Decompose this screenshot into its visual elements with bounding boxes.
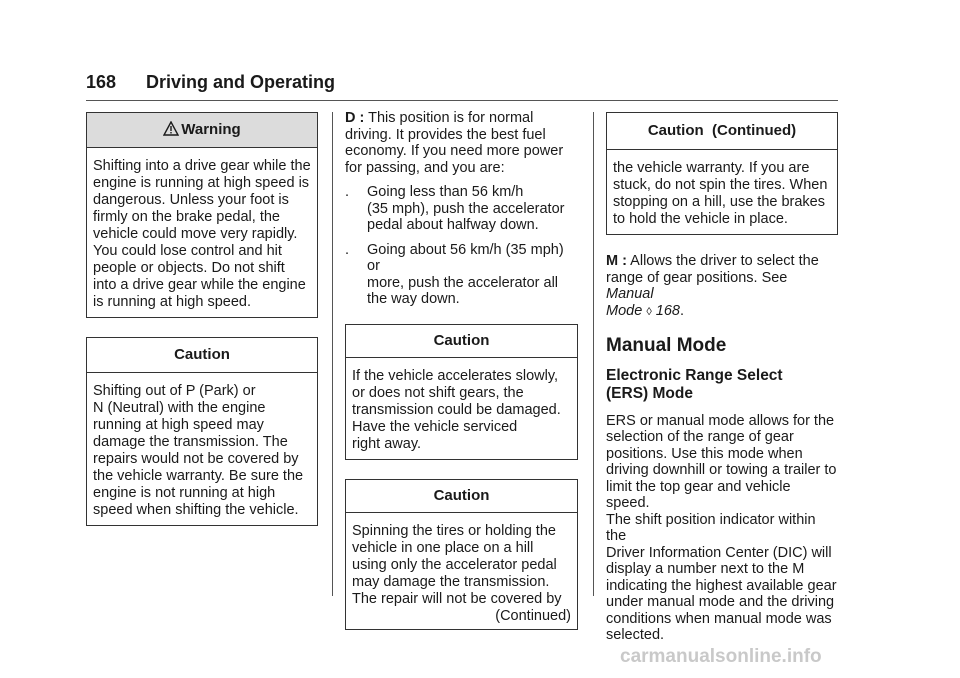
caution-body	[87, 373, 317, 525]
caution-body	[346, 358, 577, 459]
warning-line: Shifting into a drive gear while the	[93, 158, 311, 174]
warning-line: vehicle could move very rapidly.	[93, 226, 298, 242]
warning-line: engine is running at high speed is	[93, 175, 310, 191]
manual-label: M :	[606, 253, 627, 269]
caution-line: vehicle in one place on a hill	[352, 539, 534, 556]
drive-line: for passing, and you are:	[345, 159, 505, 176]
warning-line: into a drive gear while the engine	[93, 277, 306, 293]
ers-line: limit the top gear and vehicle speed.	[606, 478, 791, 511]
list-item	[345, 184, 578, 234]
bullet-line: more, push the accelerator all	[367, 274, 559, 291]
ers-line: selected.	[606, 627, 665, 643]
ers-line: indicating the highest available gear	[606, 577, 837, 594]
bullet-line: Going about 56 km/h (35 mph) or	[367, 241, 564, 274]
manual-mode-link-cont[interactable]: Mode	[606, 302, 643, 319]
caution-line: Shifting out of P (Park) or	[93, 383, 256, 399]
caution-line: If the vehicle accelerates slowly,	[352, 367, 559, 384]
bullet-line: Going less than 56 km/h	[367, 184, 524, 200]
caution-continued-title: Caution (Continued)	[607, 113, 837, 150]
ers-line: display a number next to the M	[606, 561, 805, 577]
caution-line: right away.	[352, 435, 422, 452]
caution-body	[346, 513, 577, 629]
period: .	[679, 302, 685, 319]
warning-line: You could lose control and hit	[93, 243, 282, 259]
bullet-line: pedal about halfway down.	[367, 217, 539, 233]
ers-line: ERS or manual mode allows for the	[606, 412, 835, 429]
caution-line: engine is not running at high	[93, 485, 276, 501]
ers-heading-line: (ERS) Mode	[606, 384, 693, 402]
drive-label: D :	[345, 110, 365, 126]
caution-line: may damage the transmission.	[352, 573, 550, 590]
caution-box-accelerate	[345, 324, 578, 460]
ers-heading	[606, 367, 838, 403]
section-title: Driving and Operating	[146, 72, 336, 92]
manual-mode-heading: Manual Mode	[606, 335, 727, 356]
warning-line: is running at high speed.	[93, 294, 251, 310]
warning-triangle-icon	[163, 115, 179, 149]
caution-line: the vehicle warranty. Be sure the	[93, 468, 304, 484]
warning-body	[87, 148, 317, 317]
bullet-line: (35 mph), push the accelerator	[367, 200, 565, 217]
caution-line: N (Neutral) with the engine	[93, 400, 266, 416]
caution-line: the vehicle warranty. If you are	[613, 160, 810, 176]
caution-line: stuck, do not spin the tires. When	[613, 177, 828, 193]
caution-line: running at high speed may	[93, 417, 264, 433]
column-divider-1	[332, 112, 333, 596]
footer-watermark: carmanualsonline.info	[620, 646, 822, 667]
caution-box-spinning	[345, 479, 578, 630]
drive-line: economy. If you need more power	[345, 143, 564, 159]
list-item	[345, 242, 578, 308]
manual-paragraph	[606, 253, 838, 320]
warning-title: Warning	[181, 121, 241, 138]
page-ref-number[interactable]: 168	[655, 302, 680, 319]
ers-line: selection of the range of gear	[606, 429, 794, 445]
caution-line: transmission could be damaged.	[352, 401, 561, 418]
ers-heading-line: Electronic Range Select	[606, 366, 783, 384]
caution-line: or does not shift gears, the	[352, 384, 524, 401]
column-1	[86, 112, 318, 526]
warning-line: people or objects. Do not shift	[93, 260, 285, 276]
column-2	[345, 110, 578, 630]
column-3	[606, 112, 838, 644]
page-number: 168	[86, 72, 117, 92]
caution-line: The repair will not be covered by	[352, 590, 562, 607]
caution-line: stopping on a hill, use the brakes	[613, 194, 825, 210]
warning-line: dangerous. Unless your foot is	[93, 192, 289, 208]
ers-line: positions. Use this mode when	[606, 445, 803, 462]
caution-title: Caution	[87, 338, 317, 373]
caution-continued-box	[606, 112, 838, 235]
drive-line: This position is for normal	[368, 110, 534, 126]
drive-paragraph	[345, 110, 578, 176]
caution-line: speed when shifting the vehicle.	[93, 502, 299, 518]
caution-line: using only the accelerator pedal	[352, 556, 557, 573]
caution-body	[607, 150, 837, 234]
caution-line: Spinning the tires or holding the	[352, 522, 556, 539]
ers-line: driving downhill or towing a trailer to	[606, 462, 837, 478]
caution-line: repairs would not be covered by	[93, 451, 299, 467]
manual-line: range of gear positions. See	[606, 269, 788, 286]
ers-line: conditions when manual mode was	[606, 610, 832, 627]
bullet-marker: .	[345, 184, 350, 200]
ers-line: under manual mode and the driving	[606, 594, 835, 610]
ers-line: The shift position indicator within the	[606, 511, 816, 544]
page-ref-icon: ◊	[646, 305, 652, 318]
continued-label: (Continued)	[495, 607, 571, 624]
bullet-line: the way down.	[367, 291, 460, 307]
caution-title: Caution	[346, 325, 577, 358]
ers-line: Driver Information Center (DIC) will	[606, 544, 832, 561]
caution-line: to hold the vehicle in place.	[613, 211, 788, 227]
manual-line: Allows the driver to select the	[630, 253, 819, 269]
warning-header	[87, 113, 317, 148]
warning-box	[86, 112, 318, 318]
page-header	[86, 70, 838, 101]
ers-paragraph	[606, 413, 838, 644]
caution-line: Have the vehicle serviced	[352, 418, 518, 435]
manual-mode-link[interactable]: Manual	[606, 286, 654, 302]
drive-line: driving. It provides the best fuel	[345, 126, 546, 143]
caution-box-park	[86, 337, 318, 526]
warning-line: firmly on the brake pedal, the	[93, 209, 280, 225]
caution-line: damage the transmission. The	[93, 434, 288, 450]
caution-title: Caution	[346, 480, 577, 513]
column-divider-2	[593, 112, 594, 596]
bullet-marker: .	[345, 241, 350, 258]
